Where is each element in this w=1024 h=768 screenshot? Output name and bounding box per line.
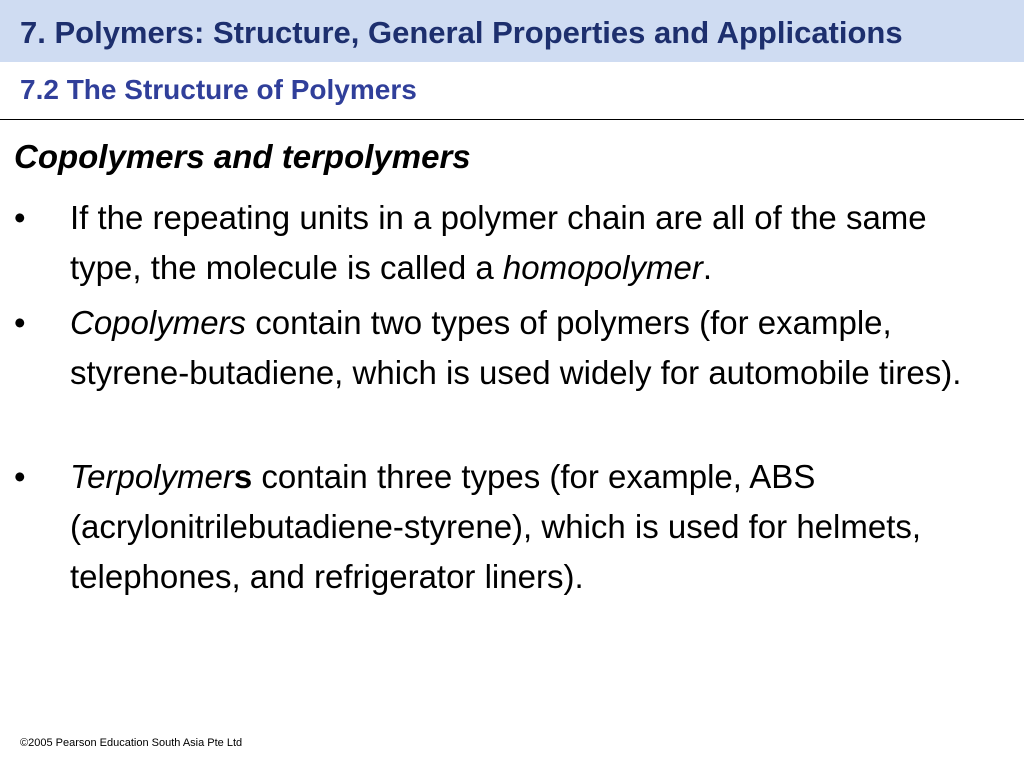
bullet-text (70, 193, 1004, 293)
bullet-text-part: . (702, 249, 712, 286)
slide-subtitle: 7.2 The Structure of Polymers (20, 74, 417, 105)
header-divider (0, 119, 1024, 120)
bullet-copolymers (14, 298, 1004, 398)
bullet-dot: • (14, 199, 26, 236)
copyright-footer: ©2005 Pearson Education South Asia Pte Ltd (20, 737, 243, 749)
bullet-emphasis: Copolymers (70, 304, 247, 341)
bullet-text-part: If the repeating units in a polymer chain are all of the same type, the molecule is called a (70, 199, 927, 286)
bullet-text (70, 298, 1004, 398)
bullet-bold-suffix: s (233, 458, 253, 495)
title-bar (0, 0, 1024, 62)
bullet-homopolymer (14, 193, 1004, 293)
bullet-dot: • (14, 458, 26, 495)
bullet-text (70, 452, 1004, 602)
bullet-text-part: contain two types of polymers (for example, styrene-butadiene, which is used widely for automobile tires). (70, 304, 962, 391)
section-heading: Copolymers and terpolymers (14, 138, 471, 175)
bullet-emphasis: Terpolymer (70, 458, 234, 495)
bullet-emphasis: homopolymer (502, 249, 703, 286)
bullet-terpolymers (14, 452, 1004, 602)
slide-title: 7. Polymers: Structure, General Properties and Applications (20, 15, 903, 50)
bullet-text-part: contain three types (for example, ABS (acrylonitrilebutadiene-styrene), which is used for helmets, telephones, and refrigerator liners). (70, 458, 922, 595)
bullet-dot: • (14, 304, 26, 341)
